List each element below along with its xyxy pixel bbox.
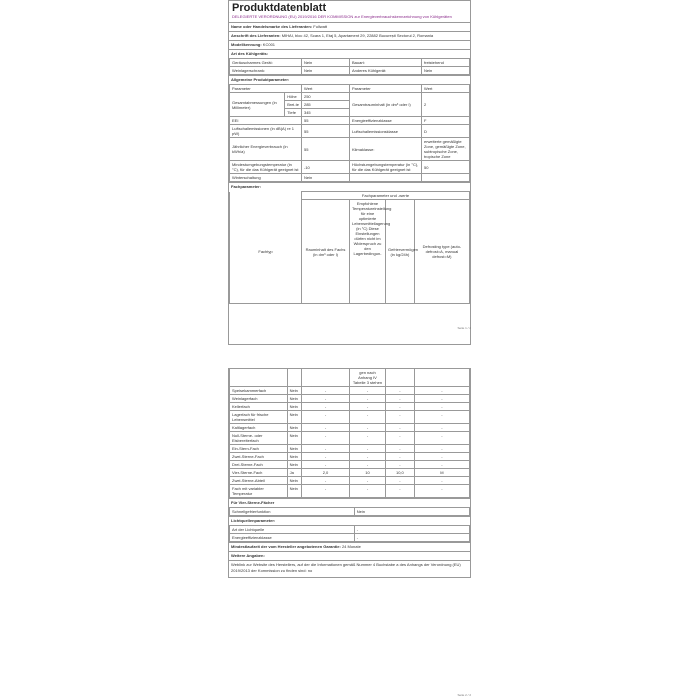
width-value: 285: [301, 101, 349, 109]
table-row: [230, 453, 470, 461]
dimensions-label: Gesamtabmessungen (in Millimeter): [230, 93, 285, 117]
compartment-defrost: -: [414, 453, 469, 461]
compartment-type: Ein-Stern-Fach: [230, 445, 288, 453]
table-row: [230, 424, 470, 432]
compartment-temp: -: [349, 387, 385, 395]
compartment-type: Lagerfach für frische Lebensmittel: [230, 411, 288, 424]
empty-cell: [421, 174, 469, 182]
compartment-volume: -: [301, 445, 349, 453]
noise-value: 55: [301, 125, 349, 138]
max-temp-value: 50: [421, 161, 469, 174]
page-title: Produktdatenblatt: [232, 2, 327, 14]
compartment-present: Nein: [287, 411, 301, 424]
compartment-present: Nein: [287, 445, 301, 453]
compartment-present: Nein: [287, 485, 301, 498]
compartment-volume-header: Rauminhalt des Fachs (in dm³ oder l): [302, 200, 350, 304]
type-cell: Nein: [302, 59, 350, 67]
param-header: Parameter: [349, 85, 421, 93]
compartment-present: Nein: [287, 453, 301, 461]
compartment-section-heading: Fachparameter:: [229, 182, 470, 191]
height-value: 250: [301, 93, 349, 101]
table-row: [230, 461, 470, 469]
annual-energy-label: Jährlicher Energieverbrauch (in kWh/a): [230, 138, 302, 161]
table-row: [230, 117, 470, 125]
compartment-volume: -: [301, 403, 349, 411]
compartment-type: Null-Sterne- oder Eisbereiterfach: [230, 432, 288, 445]
compartment-volume: -: [301, 453, 349, 461]
empty-cell: [414, 369, 469, 387]
empty-cell: [287, 369, 301, 387]
compartment-defrost: -: [414, 432, 469, 445]
guarantee-value: 24 Monate: [341, 544, 361, 549]
compartment-defrost: -: [414, 403, 469, 411]
table-row: [230, 192, 470, 200]
compartment-temp: -: [349, 453, 385, 461]
table-row: [230, 161, 470, 174]
table-row: [230, 395, 470, 403]
compartment-present: Nein: [287, 395, 301, 403]
compartment-freeze: -: [385, 432, 414, 445]
table-row: [230, 432, 470, 445]
compartment-type: Zwei-Sterne-Abteil: [230, 477, 288, 485]
compartment-header-table: [229, 191, 470, 304]
general-section-heading: Allgemeine Produktparameter:: [229, 75, 470, 84]
noise-class-label: Luftschallemissionsklasse: [349, 125, 421, 138]
compartment-type: Kaltlagerfach: [230, 424, 288, 432]
light-section-heading: Lichtquellenparameter:: [229, 516, 470, 525]
model-row: [229, 40, 470, 49]
compartment-type: Weinlagerfach: [230, 395, 288, 403]
volume-label: Gesamtrauminhalt (in dm³ oder l): [349, 93, 421, 117]
compartment-temp: -: [349, 395, 385, 403]
compartment-volume: -: [301, 395, 349, 403]
empty-cell: [230, 369, 288, 387]
compartment-defrost: -: [414, 395, 469, 403]
compartment-present: Nein: [287, 424, 301, 432]
compartment-present: Nein: [287, 432, 301, 445]
max-temp-label: Höchstumgebungstemperatur (in °C), für die das Kühlgerät geeignet ist: [349, 161, 421, 174]
compartment-defrost: -: [414, 477, 469, 485]
table-row: [230, 174, 470, 182]
compartment-freeze: -: [385, 403, 414, 411]
energy-class-label: Energieeffizienzklasse: [349, 117, 421, 125]
compartment-temp: -: [349, 445, 385, 453]
noise-class-value: D: [421, 125, 469, 138]
compartment-freeze: -: [385, 485, 414, 498]
fast-freeze-table: [229, 507, 470, 516]
value-header: Wert: [301, 85, 349, 93]
compartment-freeze: -: [385, 477, 414, 485]
light-class-label: Energieeffizienzklasse: [230, 534, 355, 542]
table-row: [230, 469, 470, 477]
page-number: Seite 1 / 2: [457, 326, 471, 330]
type-table: [229, 58, 470, 75]
compartment-defrost: M: [414, 469, 469, 477]
datasheet-page-1: [228, 0, 471, 345]
compartment-type: Kellerfach: [230, 403, 288, 411]
model-value: KC001: [262, 42, 276, 47]
type-cell: Geräuscharmes Gerät:: [230, 59, 302, 67]
depth-label: Tiefe: [285, 109, 302, 117]
compartment-group-header: Fachparameter und -werte: [302, 192, 470, 200]
compartment-defrost: -: [414, 424, 469, 432]
eei-label: EEI: [230, 117, 302, 125]
compartment-defrost: -: [414, 411, 469, 424]
further-info-value: no: [307, 568, 313, 573]
compartment-freeze: -: [385, 387, 414, 395]
light-class-value: -: [354, 534, 469, 542]
supplier-address-value: MIHAI, bloc 42, Scara 1, Etaj 5, Apartament 29, 22882 București Sectorul 2, Romania: [281, 33, 434, 38]
type-section-heading: Art des Kühlgeräts:: [229, 49, 470, 58]
type-cell: freistehend: [422, 59, 470, 67]
supplier-address-row: [229, 31, 470, 40]
general-parameters-table: [229, 84, 470, 182]
supplier-name-label: Name oder Handelsmarke des Lieferanten:: [231, 24, 313, 29]
light-type-value: -: [354, 526, 469, 534]
compartment-type: Vier-Sterne-Fach: [230, 469, 288, 477]
compartment-present: Nein: [287, 477, 301, 485]
compartment-freeze: -: [385, 424, 414, 432]
empty-cell: [230, 192, 302, 200]
type-cell: Weinlagerschrank:: [230, 67, 302, 75]
supplier-address-label: Anschrift des Lieferanten:: [231, 33, 281, 38]
table-row: [230, 526, 470, 534]
annual-energy-value: 55: [301, 138, 349, 161]
compartment-volume: 2,0: [301, 469, 349, 477]
winter-label: Winterschaltung: [230, 174, 302, 182]
table-row: [230, 387, 470, 395]
four-star-section-heading: Für Vier-Sterne-Fächer: [229, 498, 470, 507]
energy-class-value: F: [421, 117, 469, 125]
compartment-volume: -: [301, 424, 349, 432]
compartment-present: Nein: [287, 461, 301, 469]
empty-cell: [385, 369, 414, 387]
fast-freeze-label: Schnellgefrierfunktion: [230, 508, 355, 516]
min-temp-label: Mindestumgebungstemperatur (in °C), für die das Kühlgerät geeignet ist: [230, 161, 302, 174]
compartment-defrost: -: [414, 485, 469, 498]
compartment-defrost: -: [414, 461, 469, 469]
table-row: [230, 477, 470, 485]
depth-value: 345: [301, 109, 349, 117]
table-row: [230, 445, 470, 453]
regulation-subtitle: DELEGIERTE VERORDNUNG (EU) 2019/2016 DER KOMMISSION zur Energieverbrauchskennzeichnung von Kühlgeräten: [232, 14, 452, 19]
compartment-type: Speisekammerfach: [230, 387, 288, 395]
compartment-volume: -: [301, 387, 349, 395]
climate-class-label: Klimaklasse:: [349, 138, 421, 161]
compartment-freeze-header: Gefriervermögen (in kg/24h): [386, 200, 415, 304]
param-header: Parameter: [230, 85, 302, 93]
empty-cell: [349, 174, 421, 182]
type-cell: Anderes Kühlgerät:: [350, 67, 422, 75]
supplier-name-row: [229, 22, 470, 31]
climate-class-value: erweiterte gemäßigte Zone, gemäßigte Zone, subtropische Zone, tropische Zone: [421, 138, 469, 161]
compartment-temp: 10: [349, 469, 385, 477]
type-cell: Nein: [422, 67, 470, 75]
compartment-freeze: -: [385, 461, 414, 469]
compartment-defrost: -: [414, 387, 469, 395]
compartment-freeze: -: [385, 445, 414, 453]
type-cell: Nein: [302, 67, 350, 75]
table-row: [230, 67, 470, 75]
height-label: Höhe: [285, 93, 302, 101]
table-row: [230, 485, 470, 498]
table-row: [230, 369, 470, 387]
table-row: [230, 93, 470, 101]
compartment-present: Nein: [287, 403, 301, 411]
compartment-defrost: -: [414, 445, 469, 453]
compartment-freeze: 10,0: [385, 469, 414, 477]
compartment-volume: -: [301, 411, 349, 424]
light-type-label: Art der Lichtquelle: [230, 526, 355, 534]
page-number: Seite 2 / 2: [457, 693, 471, 697]
compartment-volume: -: [301, 432, 349, 445]
fast-freeze-value: Nein: [354, 508, 469, 516]
compartment-temp: -: [349, 424, 385, 432]
further-info-description: Weblink zur Website des Herstellers, auf der die Informationen gemäß Nummer 4 Buchstabe a des Anhangs der Verordnung (EU) 2019/2013 der Kommission zu finden sind:: [231, 562, 461, 573]
compartment-temp: -: [349, 461, 385, 469]
empty-cell: [301, 369, 349, 387]
table-row: [230, 508, 470, 516]
table-row: [230, 403, 470, 411]
table-row: [230, 59, 470, 67]
compartment-freeze: -: [385, 411, 414, 424]
compartment-freeze: -: [385, 395, 414, 403]
model-label: Modellkennung:: [231, 42, 262, 47]
compartment-present: Nein: [287, 387, 301, 395]
compartment-volume: -: [301, 477, 349, 485]
compartment-volume: -: [301, 461, 349, 469]
light-table: [229, 525, 470, 542]
compartment-present: Ja: [287, 469, 301, 477]
compartment-volume: -: [301, 485, 349, 498]
compartment-type-header: Fachtyp: [230, 200, 302, 304]
compartment-temp: -: [349, 403, 385, 411]
compartment-table: [229, 369, 470, 498]
further-info-heading: Weitere Angaben:: [229, 551, 470, 560]
guarantee-label: Mindestlaufzeit der vom Hersteller angebotenen Garantie:: [231, 544, 341, 549]
compartment-type: Drei-Sterne-Fach: [230, 461, 288, 469]
compartment-temp: -: [349, 477, 385, 485]
compartment-type: Fach mit variabler Temperatur: [230, 485, 288, 498]
volume-value: 2: [421, 93, 469, 117]
compartment-temp: -: [349, 411, 385, 424]
width-label: Brei-te: [285, 101, 302, 109]
compartment-temp-header: Empfohlene Temperatureinstellung für eine optimierte Lebensmittellagerung (in °C) Diese Einstellungen dürfen nicht im Widerspruch zu den Lagerbedingun-: [350, 200, 386, 304]
value-header: Wert: [421, 85, 469, 93]
supplier-name-value: Fullwatt: [313, 24, 328, 29]
eei-value: 55: [301, 117, 349, 125]
compartment-temp: -: [349, 485, 385, 498]
guarantee-row: [229, 542, 470, 551]
table-row: [230, 125, 470, 138]
compartment-temp-header-cont: gen nach Anhang IV Tabelle 3 stehen: [349, 369, 385, 387]
table-row: [230, 85, 470, 93]
further-info-text: [229, 560, 470, 575]
compartment-freeze: -: [385, 453, 414, 461]
noise-label: Luftschallemissionen (in dB(A) re 1 pW): [230, 125, 302, 138]
compartment-temp: -: [349, 432, 385, 445]
winter-value: Nein: [301, 174, 349, 182]
min-temp-value: -10: [301, 161, 349, 174]
compartment-defrost-header: Defrosting type (auto-defrost=A, manual defrost=M): [414, 200, 469, 304]
compartment-type: Zwei-Sterne-Fach: [230, 453, 288, 461]
type-cell: Bauart:: [350, 59, 422, 67]
table-row: [230, 138, 470, 161]
datasheet-page-2: [228, 368, 471, 578]
table-row: [230, 411, 470, 424]
table-row: [230, 534, 470, 542]
table-row: [230, 200, 470, 304]
